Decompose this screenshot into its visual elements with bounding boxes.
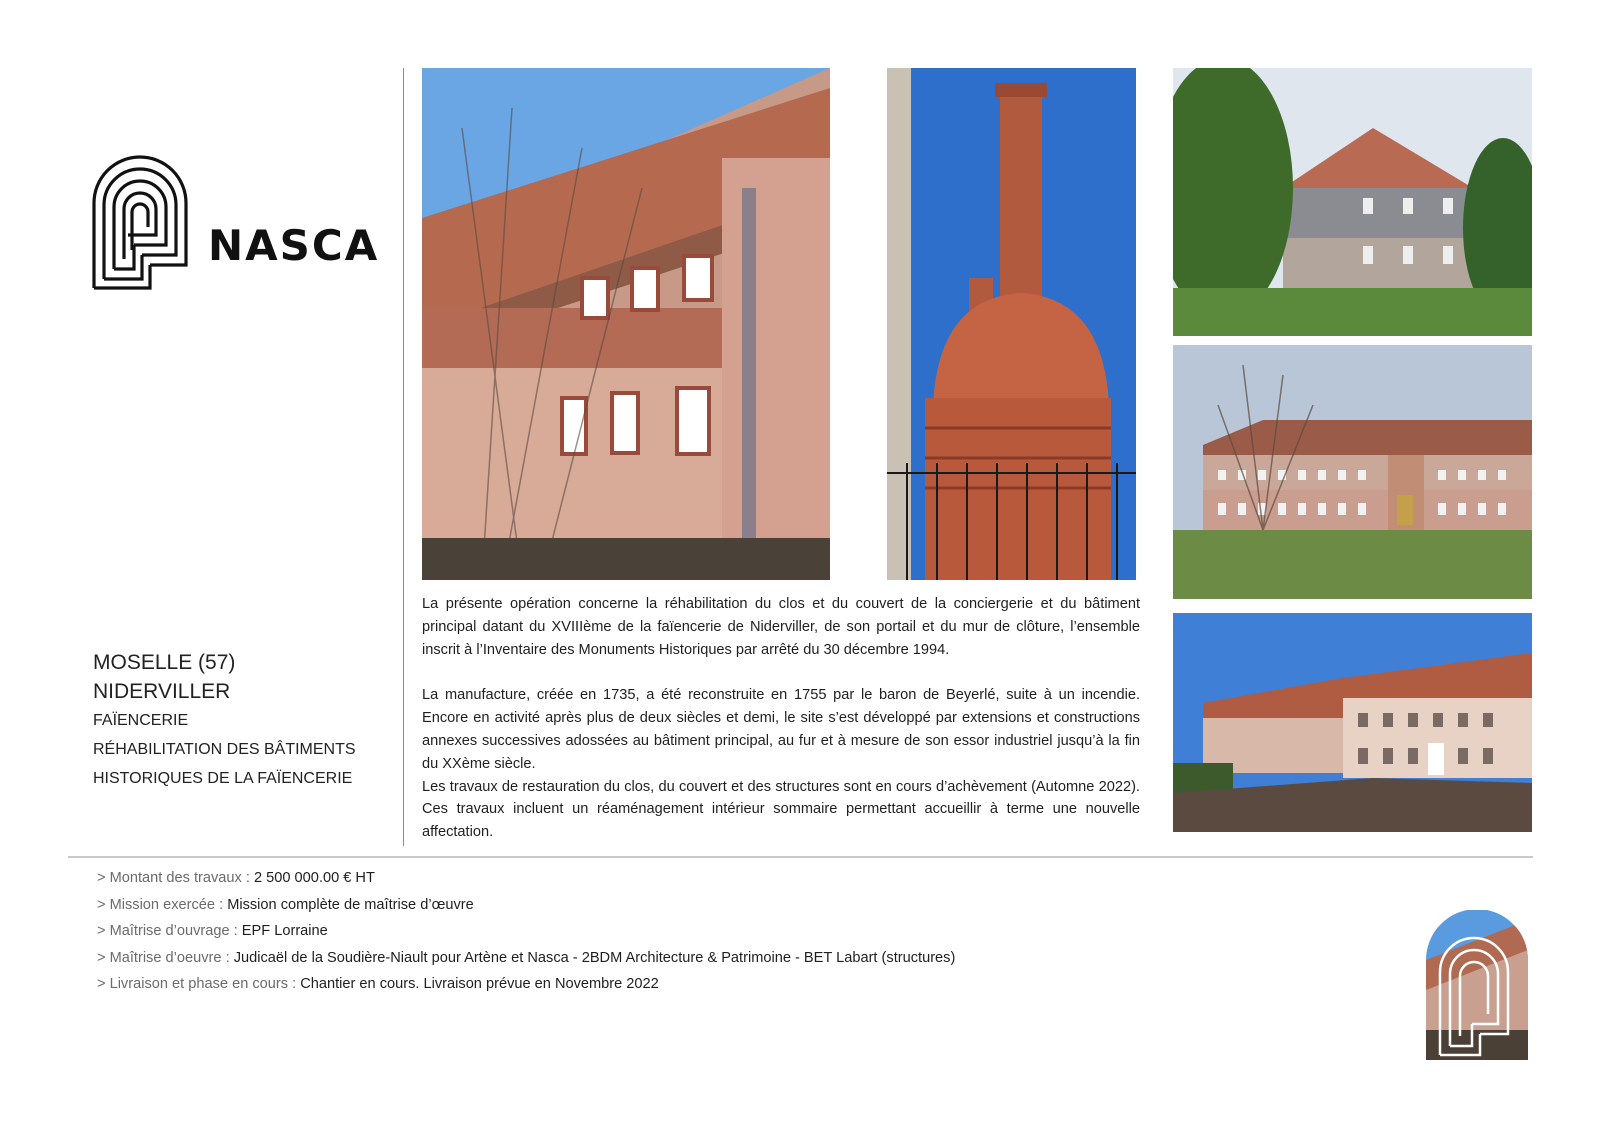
photo-courtyard (1173, 613, 1532, 832)
detail-key: > Mission exercée : (97, 896, 228, 913)
detail-key: > Maîtrise d’oeuvre : (97, 949, 234, 966)
vertical-divider (403, 68, 404, 846)
horizontal-divider (68, 856, 1533, 858)
project-scope-line2: HISTORIQUES DE LA FAÏENCERIE (93, 770, 353, 787)
arch-badge-icon (1426, 910, 1528, 1060)
project-town: NIDERVILLER (93, 680, 231, 703)
detail-key: > Livraison et phase en cours : (97, 976, 301, 993)
detail-cost (97, 865, 1197, 892)
project-details (97, 865, 1197, 998)
project-type: FAÏENCERIE (93, 712, 189, 729)
detail-key: > Maîtrise d’ouvrage : (97, 923, 242, 940)
detail-delivery (97, 971, 1197, 998)
photo-facade (422, 68, 830, 580)
detail-architects (97, 945, 1197, 972)
detail-key: > Montant des travaux : (97, 870, 254, 886)
project-info (93, 648, 393, 793)
project-scope-line1: RÉHABILITATION DES BÂTIMENTS (93, 741, 356, 758)
brand-name: NASCA (208, 221, 380, 270)
detail-value: 2 500 000.00 € HT (253, 870, 375, 886)
detail-mission (97, 892, 1197, 919)
detail-value: EPF Lorraine (241, 923, 328, 940)
description-paragraph: La manufacture, créée en 1735, a été reconstruite en 1755 par le baron de Beyerlé, suite à un incendie. Encore en activité après plus de deux siècles et demi, le site s’est développé par extensions et constructions annexes successives adossées au bâtiment principal, au fur et à mesure de son essor industriel jusqu’à la fin du XXème siècle. (422, 687, 1140, 772)
arch-photo-badge (1426, 910, 1528, 1060)
detail-client (97, 918, 1197, 945)
detail-value: Judicaël de la Soudière-Niault pour Artène et Nasca - 2BDM Architecture & Patrimoine - BET Labart (structures) (233, 949, 956, 966)
photo-long-building (1173, 345, 1532, 599)
description-paragraph: La présente opération concerne la réhabilitation du clos et du couvert de la conciergerie et du bâtiment principal datant du XVIIIème de la faïencerie de Niderviller, de son portail et du mur de clôture, l’ensemble inscrit à l’Inventaire des Monuments Historiques par arrêté du 30 décembre 1994. (422, 596, 1140, 658)
description-paragraph: Les travaux de restauration du clos, du couvert et des structures sont en cours d’achèvement (Automne 2022). Ces travaux incluent un réaménagement intérieur sommaire permettant accueillir à terme une nouvelle affectation. (422, 778, 1140, 841)
arch-logo-icon (92, 155, 192, 290)
project-department: MOSELLE (57) (93, 651, 236, 674)
project-description (422, 593, 1140, 844)
photo-manor-house (1173, 68, 1532, 336)
photo-kiln-chimney (887, 68, 1136, 580)
detail-value: Chantier en cours. Livraison prévue en Novembre 2022 (300, 976, 659, 993)
detail-value: Mission complète de maîtrise d’œuvre (227, 896, 474, 913)
